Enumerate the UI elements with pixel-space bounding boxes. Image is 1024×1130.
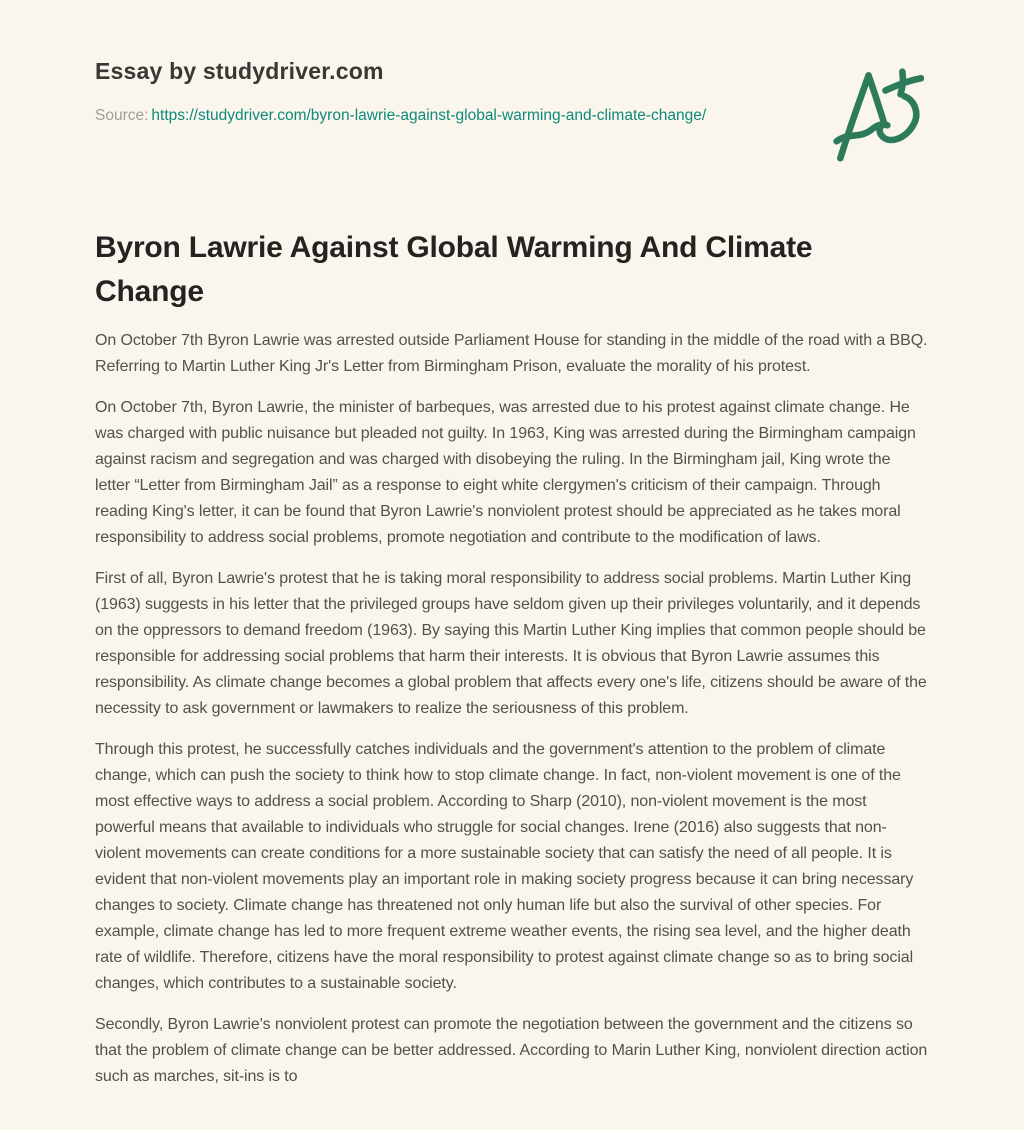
- a-plus-logo-icon: [830, 66, 924, 162]
- source-label: Source:: [95, 107, 149, 124]
- essay-paragraph-second-point: Secondly, Byron Lawrie's nonviolent protest can promote the negotiation between the government and the citizens so that the problem of climate change can be better addressed. According to Marin Luther King, nonviolent direction action such as marches, sit-ins is to: [95, 1016, 928, 1085]
- essay-article: [95, 226, 928, 1090]
- essay-body: [95, 328, 928, 1090]
- essay-paragraph-protest-effect: Through this protest, he successfully catches individuals and the government's attention to the problem of climate change, which can push the society to think how to stop climate change. In fact, non-violent movement is one of the most effective ways to address a social problem. According to Sharp (2010), non-violent movement is the most powerful means that available to individuals who struggle for social changes. Irene (2016) also suggests that non-violent movements can create conditions for a more sustainable society that can satisfy the need of all people. It is evident that non-violent movements play an important role in making society progress because it can bring necessary changes to society. Climate change has threatened not only human life but also the survival of other species. For example, climate change has led to more frequent extreme weather events, the rising sea level, and the higher death rate of wildlife. Therefore, citizens have the moral responsibility to protest against climate change so as to bring social changes, which contributes to a sustainable society.: [95, 741, 914, 992]
- source-link[interactable]: https://studydriver.com/byron-lawrie-against-global-warming-and-climate-change/: [151, 107, 707, 124]
- document-header: [95, 58, 928, 130]
- essay-paragraph-prompt: On October 7th Byron Lawrie was arrested outside Parliament House for standing in the middle of the road with a BBQ. Referring to Martin Luther King Jr's Letter from Birmingham Prison, evaluate the morality of his protest.: [95, 332, 928, 375]
- logo-stroke-a-right-leg: [869, 75, 885, 124]
- logo-stroke-a-left-leg: [840, 75, 868, 158]
- essay-title: Byron Lawrie Against Global Warming And Climate Change: [95, 231, 813, 308]
- essay-paragraph-intro: On October 7th, Byron Lawrie, the minister of barbeques, was arrested due to his protest against climate change. He was charged with public nuisance but pleaded not guilty. In 1963, King was arrested during the Birmingham campaign against racism and segregation and was charged with disobeying the ruling. In the Birmingham jail, King wrote the letter “Letter from Birmingham Jail” as a response to eight white clergymen's criticism of their campaign. Through reading King's letter, it can be found that Byron Lawrie's nonviolent protest should be appreciated as he takes moral responsibility to address social problems, promote negotiation and contribute to the modification of laws.: [95, 399, 916, 546]
- page-title: Essay by studydriver.com: [95, 58, 384, 84]
- essay-paragraph-first-point: First of all, Byron Lawrie's protest that he is taking moral responsibility to address social problems. Martin Luther King (1963) suggests in his letter that the privileged groups have seldom given up their privileges voluntarily, and it depends on the oppressors to demand freedom (1963). By saying this Martin Luther King implies that common people should be responsible for addressing social problems that harm their interests. It is obvious that Byron Lawrie assumes this responsibility. As climate change becomes a global problem that affects every one's life, citizens should be aware of the necessity to ask government or lawmakers to realize the seriousness of this problem.: [95, 570, 927, 717]
- source-line: [95, 102, 710, 130]
